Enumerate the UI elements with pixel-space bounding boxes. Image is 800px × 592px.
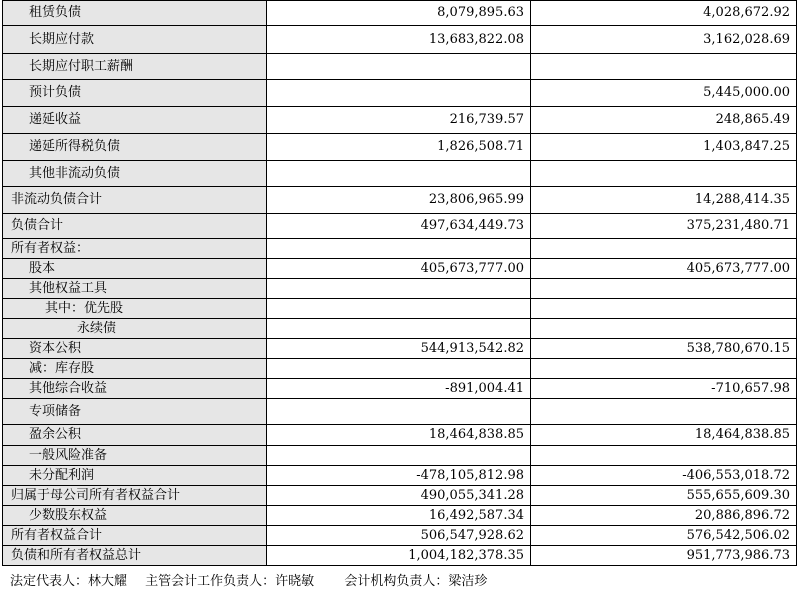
prior-period-value — [531, 299, 797, 319]
row-label: 少数股东权益 — [3, 506, 267, 526]
table-row — [3, 486, 797, 506]
current-period-value: 216,739.57 — [267, 107, 531, 134]
legal-representative: 法定代表人：林大耀 — [10, 574, 128, 589]
current-period-value: 23,806,965.99 — [267, 187, 531, 214]
accounting-org-head: 会计机构负责人：梁洁珍 — [344, 574, 488, 589]
table-row — [3, 339, 797, 359]
current-period-value — [267, 399, 531, 425]
current-period-value: 16,492,587.34 — [267, 506, 531, 526]
row-label: 一般风险准备 — [3, 446, 267, 466]
table-row — [3, 299, 797, 319]
prior-period-value — [531, 446, 797, 466]
table-row — [3, 446, 797, 466]
row-label: 非流动负债合计 — [3, 187, 267, 214]
table-row — [3, 526, 797, 546]
prior-period-value: 576,542,506.02 — [531, 526, 797, 546]
prior-period-value: 555,655,609.30 — [531, 486, 797, 506]
row-label: 递延所得税负债 — [3, 134, 267, 161]
prior-period-value: 20,886,896.72 — [531, 506, 797, 526]
table-row — [3, 506, 797, 526]
table-row — [3, 399, 797, 425]
balance-sheet-table — [2, 0, 797, 566]
row-label: 所有者权益合计 — [3, 526, 267, 546]
current-period-value: 497,634,449.73 — [267, 214, 531, 239]
prior-period-value: 5,445,000.00 — [531, 80, 797, 107]
table-row — [3, 546, 797, 566]
row-label: 负债合计 — [3, 214, 267, 239]
current-period-value: 544,913,542.82 — [267, 339, 531, 359]
table-row — [3, 1, 797, 26]
row-label: 递延收益 — [3, 107, 267, 134]
current-period-value: 8,079,895.63 — [267, 1, 531, 26]
prior-period-value — [531, 399, 797, 425]
current-period-value — [267, 446, 531, 466]
table-row — [3, 279, 797, 299]
current-period-value: -891,004.41 — [267, 379, 531, 399]
table-row — [3, 359, 797, 379]
prior-period-value: 1,403,847.25 — [531, 134, 797, 161]
current-period-value: 490,055,341.28 — [267, 486, 531, 506]
row-label: 所有者权益： — [3, 239, 267, 259]
table-row — [3, 319, 797, 339]
row-label: 预计负债 — [3, 80, 267, 107]
row-label: 长期应付职工薪酬 — [3, 54, 267, 80]
current-period-value — [267, 299, 531, 319]
accounting-supervisor: 主管会计工作负责人：许晓敏 — [145, 574, 315, 589]
current-period-value: 18,464,838.85 — [267, 425, 531, 446]
row-label: 其中：优先股 — [3, 299, 267, 319]
prior-period-value: 3,162,028.69 — [531, 26, 797, 54]
prior-period-value — [531, 161, 797, 187]
row-label: 股本 — [3, 259, 267, 279]
current-period-value: 1,826,508.71 — [267, 134, 531, 161]
row-label: 其他权益工具 — [3, 279, 267, 299]
table-row — [3, 214, 797, 239]
table-row — [3, 379, 797, 399]
prior-period-value: 375,231,480.71 — [531, 214, 797, 239]
prior-period-value — [531, 239, 797, 259]
row-label: 租赁负债 — [3, 1, 267, 26]
prior-period-value: 4,028,672.92 — [531, 1, 797, 26]
balance-sheet-body — [3, 1, 797, 566]
prior-period-value: -710,657.98 — [531, 379, 797, 399]
prior-period-value — [531, 54, 797, 80]
prior-period-value: 248,865.49 — [531, 107, 797, 134]
table-row — [3, 54, 797, 80]
row-label: 减：库存股 — [3, 359, 267, 379]
table-row — [3, 107, 797, 134]
prior-period-value — [531, 319, 797, 339]
current-period-value — [267, 359, 531, 379]
row-label: 长期应付款 — [3, 26, 267, 54]
prior-period-value: 18,464,838.85 — [531, 425, 797, 446]
prior-period-value — [531, 359, 797, 379]
table-row — [3, 134, 797, 161]
table-row — [3, 187, 797, 214]
current-period-value — [267, 161, 531, 187]
table-row — [3, 239, 797, 259]
row-label: 归属于母公司所有者权益合计 — [3, 486, 267, 506]
prior-period-value — [531, 279, 797, 299]
row-label: 负债和所有者权益总计 — [3, 546, 267, 566]
current-period-value: 506,547,928.62 — [267, 526, 531, 546]
current-period-value — [267, 239, 531, 259]
current-period-value: 13,683,822.08 — [267, 26, 531, 54]
row-label: 盈余公积 — [3, 425, 267, 446]
current-period-value — [267, 279, 531, 299]
table-row — [3, 466, 797, 486]
prior-period-value: 14,288,414.35 — [531, 187, 797, 214]
row-label: 其他非流动负债 — [3, 161, 267, 187]
current-period-value — [267, 80, 531, 107]
prior-period-value: -406,553,018.72 — [531, 466, 797, 486]
prior-period-value: 538,780,670.15 — [531, 339, 797, 359]
current-period-value — [267, 319, 531, 339]
table-row — [3, 259, 797, 279]
signature-footer — [10, 574, 489, 590]
table-row — [3, 425, 797, 446]
row-label: 永续债 — [3, 319, 267, 339]
table-row — [3, 161, 797, 187]
table-row — [3, 80, 797, 107]
table-row — [3, 26, 797, 54]
row-label: 其他综合收益 — [3, 379, 267, 399]
current-period-value: 1,004,182,378.35 — [267, 546, 531, 566]
current-period-value — [267, 54, 531, 80]
current-period-value: -478,105,812.98 — [267, 466, 531, 486]
row-label: 资本公积 — [3, 339, 267, 359]
prior-period-value: 405,673,777.00 — [531, 259, 797, 279]
row-label: 专项储备 — [3, 399, 267, 425]
prior-period-value: 951,773,986.73 — [531, 546, 797, 566]
current-period-value: 405,673,777.00 — [267, 259, 531, 279]
row-label: 未分配利润 — [3, 466, 267, 486]
